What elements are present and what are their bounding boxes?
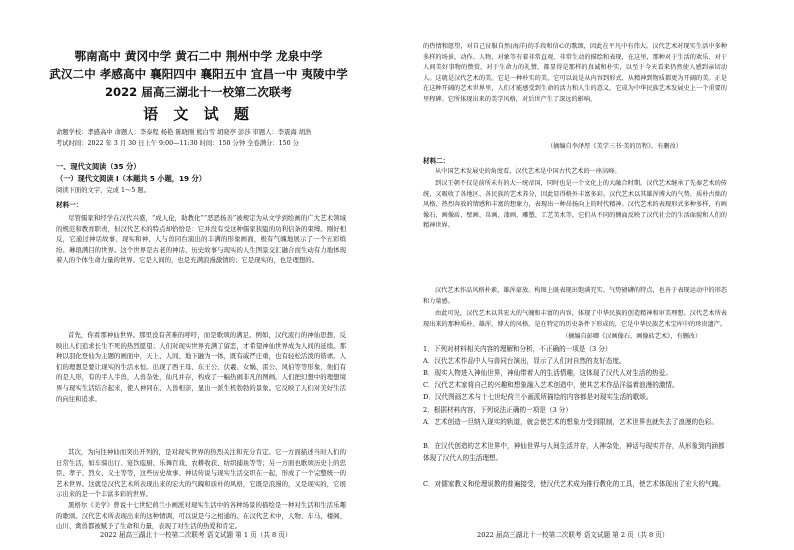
section-heading: 一、现代文阅读（35 分） — [56, 162, 141, 171]
question-2-option-c: C．对儒家教义和伦理说教的普遍接受，使汉代艺术成为推行教化的工具，使艺术体现出了宏大的气魄。 — [423, 480, 725, 488]
material-2-para-2: 到汉王朝不仅是前所未有的大一统帝国，同时也是一个文化上的大融合时期。汉代艺术继承了先秦艺术的传统，又吸收了各地区、各民族的艺术养分，因此显得格外丰富多彩。汉代艺术以其雄浑博大的气势、质朴古拙的风格、热烈奔放的情感和丰富的想象力，表现出一种昂扬向上的时代精神。汉代艺术的表现形式多种多样，有画像石、画像砖、壁画、帛画、漆画、雕塑、工艺美术等，它们从不同的侧面反映了汉代社会的生活面貌和人们的精神世界。 — [423, 180, 727, 230]
material-2-label: 材料二： — [423, 157, 450, 165]
question-2: 2．根据材料内容，下列说法正确的一项是（3 分） — [423, 406, 572, 414]
paragraph-1: 尽管儒家和经学在汉代兴盛，“成人伦，助教化”“恶恶扬善”被规定为从文学到绘画的广大艺术领域的规范和教育职责，但汉代艺术的特点却恰恰是：它并没有受这种儒家狭隘的功利信条的束缚。刚好相反，它通过神话故事、现实和神、人与兽同台演出的丰满的形象画面，极有气魄地展示了一个五彩缤纷、琳琅满目的世界。这个世界是古老的神话、历史故事与现实的人生图景交汇融合而生动有力地体现着人的个体生命力量的世界。它是人间的，也是充满浪漫激情的；它是现实的，也是理想的。 — [56, 214, 346, 265]
question-1-option-c: C．汉代艺术家将自己的兴趣和想象融入艺术创造中，使其艺术作品洋溢着浪漫的激情。 — [423, 381, 679, 389]
schools-line-1: 鄂南高中 黄冈中学 黄石二中 荆州中学 龙泉中学 — [74, 49, 323, 63]
meta-authors: 命题学校：孝感高中 命题人：李泰程 杨艳 陈晓刚 熊白雪 胡晓亭 彭莎 审题人：李震海 胡浩 — [56, 129, 312, 136]
material-2-para-3: 汉代艺术作品风格朴素，雄浑豪放。构图上既表现出饱满充实、气势磅礴的特点，也善于表现运动中的形态和力量感。 — [423, 287, 727, 305]
subsection-heading: （一）现代文阅读 I（本题共 5 小题，19 分） — [56, 174, 206, 183]
question-1-option-d: D．汉代图画艺术与十七世纪荷兰小画派所描绘的内容都是对现实生活的歌颂。 — [423, 393, 653, 401]
schools-line-2: 武汉二中 孝感高中 襄阳四中 襄阳五中 宜昌一中 夷陵中学 — [49, 67, 348, 81]
source-citation-2: （摘编自彭卿《汉画像石、画像砖艺术》，有删改） — [562, 333, 702, 340]
subject-title: 语 文 试 题 — [143, 105, 254, 123]
meta-exam-time: 考试时间：2022 年 3 月 30 日上午 9:00—11:30 时间：150 分钟 全卷满分：150 分 — [56, 140, 299, 147]
paragraph-top: 的热情和愿望，对自己征服自然(海洋)的手段和信心的歌颂，因此在平凡中有伟大。汉代艺术对现实生活中多种多样的场景，动作、人物、对象等有着非常直观、非常生动的描绘和表现，在这里，那种对于生活的欢乐、对于人间美好事物的赞赏，对于生命力的礼赞，都显得是那样的真诚和朴实，以至于今天看来仍然使人感到亲切动人。这就是汉代艺术的美。它是一种朴实的美，它可以说是从内容到形式、从精神到物质都更为开阔的美。正是在这种开阔的艺术世界里，人们才能感受到生命的活力和人生的意义，它成为中华民族艺术发展史上一个重要的里程碑。它所体现出来的美学风格，对后世产生了深远的影响。 — [423, 43, 727, 103]
source-citation-1: （摘编自李泽厚《美学三书·美的历程》，有删改） — [547, 143, 682, 150]
page-2 — [397, 0, 794, 550]
paragraph-2: 首先，你看那神仙世界。那里没有苦难的呼吁，而是歌颂的满足。例如，汉代流行的神仙思想，反映出人们追求长生不死的热烈愿望；人们对现实世界充满了留恋，才希望神仙世界成为人间的延续。那种以羽化登仙为主题的画面中，天上、人间、地下融为一体，既有威严庄重，也有轻松活泼的谐谑。人们的理想是要让现实的生活永恒。出现了西王母、东王公、伏羲、女娲、雷公、风伯等等形象，他们有的是人形，有的半人半兽，人兽杂处，仙凡并存，构成了一幅热闹非凡的图画。人们把幻想中的理想境界与现实生活结合起来，使人神同在、人兽相亲，显出一派生机勃勃的景象。它反映了人们对美好生活的向往和追求。 — [56, 331, 346, 403]
question-1-option-a: A．汉代艺术作品中人与兽同台演出，显示了人们对自然的友好态度。 — [423, 357, 626, 365]
paragraph-3: 其次，为向往神仙而突出开列的，是对现实世界的热烈关注和充分肯定。它一方面描述当时人们的日常生活，如车骑出行、宴饮庖厨、乐舞百戏、农耕收获、纺织捕鱼等等；另一方面也歌颂历史上的忠臣、孝子、烈女、义士等等，这些历史故事、神话传说与现实生活交织在一起，形成了一个完整统一的艺术世界。这就是汉代艺术所表现出来的宏大的气魄和质朴的风格，它既是浪漫的，又是现实的，它展示出来的是一个丰富多彩的世界。 — [56, 448, 346, 499]
question-1-option-b: B．现实人物进入神仙世界，神仙带着人的生活情趣，这体现了汉代人对生活的热爱。 — [423, 369, 672, 377]
instruction: 阅读下面的文字，完成 1～5 题。 — [56, 187, 150, 194]
material-2-para-4: 由此可见，汉代艺术以其宏大的气魄和丰富的内容，体现了中华民族的创造精神和审美理想。汉代艺术所表现出来的那种质朴、雄浑、博大的风格，是在特定的历史条件下形成的，它是中华民族艺术宝库中的珍贵遗产。 — [423, 310, 727, 328]
page-footer: 2022 届高三湖北十一校第二次联考 语文试题 第 1 页（共 8 页） — [100, 531, 292, 539]
material-label: 材料一： — [56, 201, 83, 209]
paragraph-4: 黑格尔《美学》曾说十七世纪荷兰小画派对现实生活中的各种场景的描绘是一种对生活和生活乐趣的歌颂。汉代艺术所表现出来的这种情调，可以说是与之相通的。在汉代艺术中，人物、车马、楼阁、山川、禽兽都被赋予了生命和力量，表现了对生活的热爱和肯定。 — [56, 501, 346, 531]
exam-title: 2022 届高三湖北十一校第二次联考 — [104, 85, 293, 99]
question-2-option-b: B．在汉代创造的艺术世界中，神仙世界与人间生活并存，人神杂处，神话与现实并存，从形象到内涵都体现了汉代人的生活理想。 — [423, 442, 725, 462]
question-1: 1．下列对材料相关内容的理解和分析，不正确的一项是（3 分） — [423, 345, 612, 353]
question-2-option-a: A．艺术创造一旦纳入现实的轨道，就会使艺术的想象力受到限制，艺术世界也就失去了浪漫的色彩。 — [423, 418, 718, 426]
material-2-para-1: 从中国艺术发展史的角度看，汉代艺术是中国古代艺术的一座高峰。 — [435, 168, 621, 175]
page-footer: 2022 届高三湖北十一校第二次联考 语文试题 第 2 页（共 8 页） — [477, 531, 669, 539]
